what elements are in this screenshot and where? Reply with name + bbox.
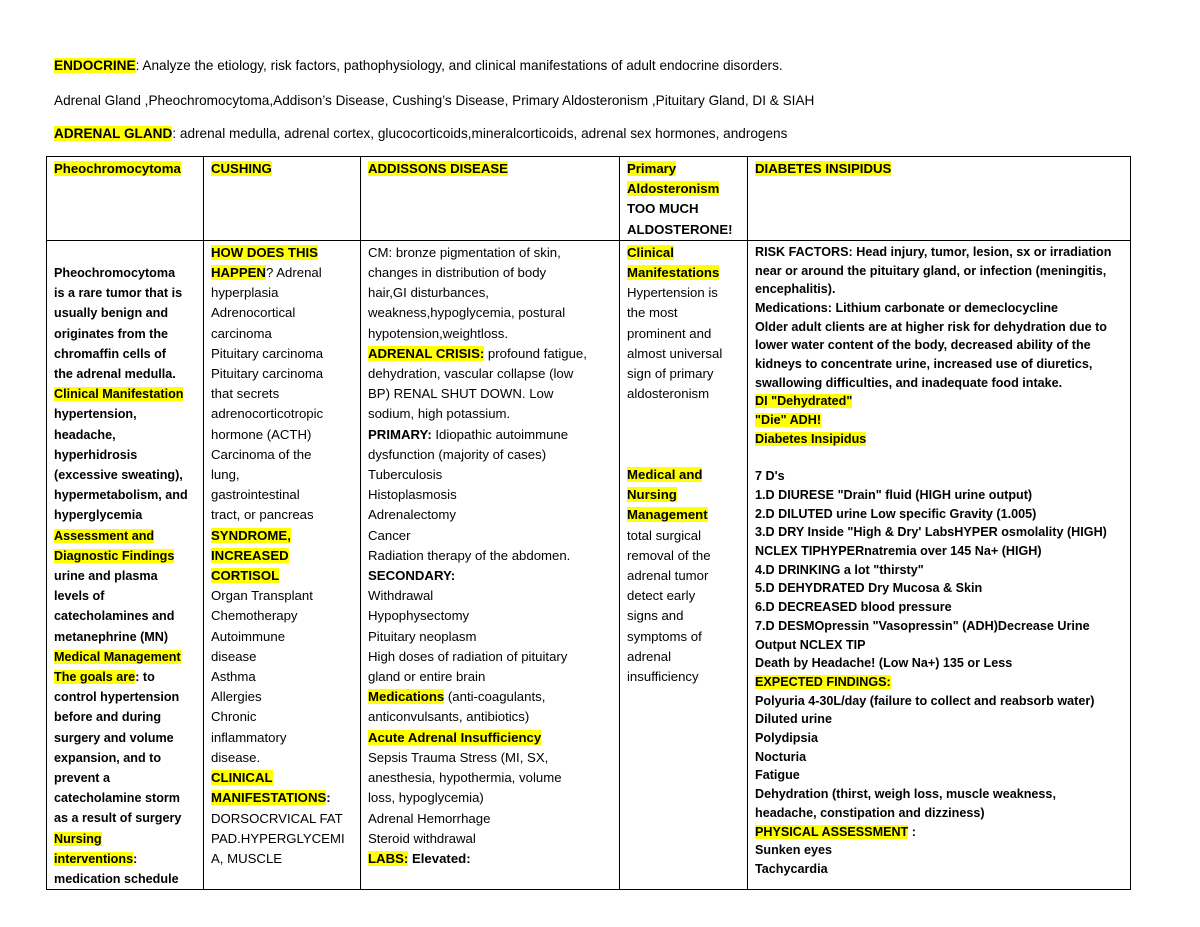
text-line <box>54 849 197 869</box>
text-line: that secrets <box>211 386 280 402</box>
header-cushing <box>204 157 361 241</box>
text-line <box>755 430 1124 449</box>
text-line: changes in distribution of body <box>368 265 547 281</box>
text-line: urine and plasma <box>54 569 158 584</box>
pheochromocytoma-cell <box>47 240 204 889</box>
highlighted-heading: CORTISOL <box>211 568 280 584</box>
text-line: Cancer <box>368 527 411 543</box>
text-line: Pituitary carcinoma <box>211 345 324 361</box>
text-line: Nocturia <box>755 749 807 764</box>
header-line <box>627 159 741 179</box>
highlighted-heading: Diabetes Insipidus <box>755 431 867 446</box>
text-line: levels of <box>54 589 105 604</box>
text-line: lung, <box>211 467 240 483</box>
text-line: hypermetabolism, and <box>54 488 188 503</box>
text-line: Chronic <box>211 709 257 725</box>
header-highlight: DIABETES INSIPIDUS <box>755 161 892 176</box>
highlighted-heading: DI "Dehydrated" <box>755 394 853 409</box>
highlighted-heading: HOW DOES THIS <box>211 244 318 260</box>
text-line: Dehydration (thirst, weigh loss, muscle weakness, <box>755 787 1056 802</box>
text-line: BP) RENAL SHUT DOWN. Low <box>368 386 554 402</box>
highlighted-heading: Medical and <box>627 467 703 482</box>
text-line: control hypertension <box>54 690 180 705</box>
text-line: RISK FACTORS: Head injury, tumor, lesion, sx or irradiation <box>755 244 1112 259</box>
text-line: medication schedule <box>54 872 179 887</box>
highlighted-label: PHYSICAL ASSESSMENT <box>755 824 909 839</box>
text-line: expansion, and to <box>54 750 162 765</box>
text-line: adrenocorticotropic <box>211 406 324 422</box>
highlighted-heading: Diagnostic Findings <box>54 548 175 563</box>
text-line: Polydipsia <box>755 731 818 746</box>
text-line: swallowing difficulties, and inadequate food intake. <box>755 375 1063 390</box>
text-line <box>627 445 741 465</box>
text-line: almost universal <box>627 345 723 361</box>
text-line <box>755 392 1124 411</box>
text-line <box>368 728 613 748</box>
text-line: originates from the <box>54 326 169 341</box>
text-line: carcinoma <box>211 325 272 341</box>
highlighted-heading: Management <box>627 507 708 523</box>
text-line: dehydration, vascular collapse (low <box>368 366 574 382</box>
text-line: adrenal <box>627 648 671 664</box>
text-line: hair,GI disturbances, <box>368 285 489 301</box>
text-line: usually benign and <box>54 306 169 321</box>
text-line: High doses of radiation of pituitary <box>368 648 568 664</box>
text-line: hyperhidrosis <box>54 447 138 462</box>
text-line <box>368 344 613 364</box>
text-line: Histoplasmosis <box>368 487 457 503</box>
text-line <box>755 673 1124 692</box>
text-line: near or around the pituitary gland, or infection (meningitis, <box>755 263 1107 278</box>
text-line: 4.D DRINKING a lot "thirsty" <box>755 562 924 577</box>
highlighted-heading: Nursing <box>54 831 102 846</box>
line-text: : to <box>135 670 155 685</box>
text-line: total surgical <box>627 527 702 543</box>
text-line <box>211 263 354 283</box>
text-line: inflammatory <box>211 729 287 745</box>
text-line: Asthma <box>211 669 256 685</box>
text-line: Medications: Lithium carbonate or demeclocycline <box>755 300 1059 315</box>
text-line: 6.D DECREASED blood pressure <box>755 600 952 615</box>
header-line <box>54 159 197 179</box>
text-line <box>755 823 1124 842</box>
line-text: (anti-coagulants, <box>444 689 546 705</box>
header-line <box>627 179 741 199</box>
text-line: Older adult clients are at higher risk for dehydration due to <box>755 319 1107 334</box>
text-line: hyperglycemia <box>54 508 143 523</box>
highlighted-heading: Clinical <box>627 244 674 260</box>
text-line: Pituitary carcinoma <box>211 366 324 382</box>
text-line <box>627 243 741 263</box>
text-line: the adrenal medulla. <box>54 367 176 382</box>
text-line: DORSOCRVICAL FAT <box>211 810 343 826</box>
header-subtext: TOO MUCH <box>627 201 699 217</box>
text-line: gastrointestinal <box>211 487 300 503</box>
text-line: weakness,hypoglycemia, postural <box>368 305 566 321</box>
adrenal-gland-text: : adrenal medulla, adrenal cortex, glucocorticoids,mineralcorticoids, adrenal sex hormones, androgens <box>172 126 788 141</box>
text-line: loss, hypoglycemia) <box>368 790 484 806</box>
header-line <box>755 159 1124 179</box>
text-line <box>627 263 741 283</box>
text-line: headache, <box>54 427 116 442</box>
highlighted-label: interventions <box>54 851 134 866</box>
text-line: Output NCLEX TIP <box>755 637 866 652</box>
text-line: insufficiency <box>627 669 699 685</box>
text-line <box>627 485 741 505</box>
text-line: (excessive sweating), <box>54 468 183 483</box>
text-line: catecholamine storm <box>54 791 180 806</box>
header-diabetes-insipidus <box>748 157 1131 241</box>
highlighted-label: ADRENAL CRISIS: <box>368 345 485 361</box>
text-line: Organ Transplant <box>211 588 313 604</box>
text-line: hypertension, <box>54 407 137 422</box>
text-line: Steroid withdrawal <box>368 830 476 846</box>
highlighted-heading: CLINICAL <box>211 770 273 786</box>
line-text: : <box>908 824 916 839</box>
text-line: NCLEX TIPHYPERnatremia over 145 Na+ (HIGH) <box>755 544 1042 559</box>
text-line: PAD.HYPERGLYCEMI <box>211 830 345 846</box>
text-line: Sepsis Trauma Stress (MI, SX, <box>368 749 549 765</box>
header-subtext: ALDOSTERONE! <box>627 221 733 237</box>
adrenal-gland-label: ADRENAL GLAND <box>54 126 173 141</box>
text-line: as a result of surgery <box>54 811 182 826</box>
text-line <box>54 384 197 404</box>
endocrine-label: ENDOCRINE <box>54 58 136 73</box>
highlighted-heading: Acute Adrenal Insufficiency <box>368 729 542 745</box>
text-line: Polyuria 4-30L/day (failure to collect and reabsorb water) <box>755 693 1095 708</box>
text-line: Pheochromocytoma <box>54 266 176 280</box>
adrenal-gland-line <box>54 125 787 143</box>
text-line: anticonvulsants, antibiotics) <box>368 709 530 725</box>
cushing-cell <box>204 240 361 889</box>
highlighted-heading: INCREASED <box>211 547 289 563</box>
header-highlight: Aldosteronism <box>627 181 720 197</box>
text-line: removal of the <box>627 547 711 563</box>
highlighted-heading: Clinical Manifestation <box>54 387 184 402</box>
text-line <box>211 526 354 546</box>
text-line: 5.D DEHYDRATED Dry Mucosa & Skin <box>755 581 983 596</box>
text-line <box>627 425 741 445</box>
text-line: Adrenocortical <box>211 305 296 321</box>
highlighted-heading: Nursing <box>627 487 677 503</box>
text-line: Hypophysectomy <box>368 608 470 624</box>
text-line <box>627 404 741 424</box>
text-line: Chemotherapy <box>211 608 298 624</box>
text-line: Radiation therapy of the abdomen. <box>368 547 571 563</box>
body-row <box>47 240 1131 889</box>
text-line: lower water content of the body, decreased ability of the <box>755 338 1091 353</box>
text-line: Carcinoma of the <box>211 446 312 462</box>
text-line: sodium, high potassium. <box>368 406 511 422</box>
text-line: Adrenalectomy <box>368 507 456 523</box>
objective-text: : Analyze the etiology, risk factors, pathophysiology, and clinical manifestations of adult endocrine disorders. <box>135 58 783 73</box>
text-line: 7 D's <box>755 469 785 484</box>
text-line: aldosteronism <box>627 386 710 402</box>
text-line: Withdrawal <box>368 588 434 604</box>
text-line: hyperplasia <box>211 285 279 301</box>
text-line: hormone (ACTH) <box>211 426 312 442</box>
text-line: 2.D DILUTED urine Low specific Gravity (1.005) <box>755 506 1037 521</box>
text-line: Allergies <box>211 689 262 705</box>
header-line <box>627 199 741 219</box>
header-line <box>627 220 741 240</box>
text-line: symptoms of <box>627 628 702 644</box>
text-line <box>368 849 613 869</box>
text-line <box>211 768 354 788</box>
disorders-table <box>46 156 1131 890</box>
header-highlight: CUSHING <box>211 161 272 176</box>
objective-line <box>54 57 783 75</box>
text-line: Adrenal Hemorrhage <box>368 810 491 826</box>
text-line: prominent and <box>627 325 712 341</box>
text-line: dysfunction (majority of cases) <box>368 446 547 462</box>
header-primary-aldosteronism <box>620 157 748 241</box>
text-line: CM: bronze pigmentation of skin, <box>368 244 561 260</box>
text-line: signs and <box>627 608 684 624</box>
text-line <box>211 566 354 586</box>
text-line <box>755 449 1124 468</box>
text-line: tract, or pancreas <box>211 507 314 523</box>
text-line: anesthesia, hypothermia, volume <box>368 770 562 786</box>
highlighted-heading: Assessment and <box>54 528 155 543</box>
header-highlight: ADDISSONS DISEASE <box>368 161 508 176</box>
text-line <box>54 546 197 566</box>
line-text: : <box>326 790 331 806</box>
highlighted-label: MANIFESTATIONS <box>211 790 327 806</box>
bold-label: PRIMARY: <box>368 426 432 442</box>
text-line <box>368 425 613 445</box>
line-text: profound fatigue, <box>484 345 587 361</box>
line-text: Elevated: <box>408 850 471 866</box>
text-line <box>54 829 197 849</box>
text-line <box>54 243 197 263</box>
text-line: the most <box>627 305 678 321</box>
text-line <box>755 411 1124 430</box>
text-line <box>627 465 741 485</box>
text-line: chromaffin cells of <box>54 346 166 361</box>
text-line: 3.D DRY Inside "High & Dry' LabsHYPER osmolality (HIGH) <box>755 525 1107 540</box>
header-pheochromocytoma <box>47 157 204 241</box>
text-line: prevent a <box>54 771 110 786</box>
text-line: 1.D DIURESE "Drain" fluid (HIGH urine output) <box>755 487 1033 502</box>
line-text: ? Adrenal <box>265 265 322 281</box>
line-text: : <box>133 851 138 866</box>
text-line: disease <box>211 648 257 664</box>
text-line: 7.D DESMOpressin "Vasopressin" (ADH)Decrease Urine <box>755 618 1090 633</box>
highlighted-heading: Medical Management <box>54 649 181 664</box>
header-line <box>368 159 613 179</box>
highlighted-heading: "Die" ADH! <box>755 413 822 428</box>
text-line: Fatigue <box>755 768 800 783</box>
text-line <box>54 667 197 687</box>
header-line <box>211 159 354 179</box>
text-line: Hypertension is <box>627 285 718 301</box>
text-line: disease. <box>211 749 261 765</box>
text-line: detect early <box>627 588 696 604</box>
text-line: Pituitary neoplasm <box>368 628 477 644</box>
text-line <box>368 687 613 707</box>
header-row <box>47 157 1131 241</box>
highlighted-heading: Manifestations <box>627 265 720 281</box>
aldosteronism-cell <box>620 240 748 889</box>
highlighted-label: The goals are <box>54 670 136 685</box>
text-line: headache, constipation and dizziness) <box>755 805 985 820</box>
text-line: Tuberculosis <box>368 467 443 483</box>
topics-line: Adrenal Gland ,Pheochromocytoma,Addison’s Disease, Cushing’s Disease, Primary Aldosteronism ,Pituitary Gland, DI & SIAH <box>54 93 815 108</box>
text-line: hypotension,weightloss. <box>368 325 509 341</box>
text-line: A, MUSCLE <box>211 850 283 866</box>
text-line: catecholamines and <box>54 609 175 624</box>
text-line: SECONDARY: <box>368 568 456 584</box>
addisons-cell <box>361 240 620 889</box>
line-text: Idiopathic autoimmune <box>431 426 569 442</box>
text-line <box>627 505 741 525</box>
diabetes-insipidus-cell <box>748 240 1131 889</box>
text-line: adrenal tumor <box>627 568 709 584</box>
text-line: Sunken eyes <box>755 843 833 858</box>
text-line <box>211 546 354 566</box>
text-line <box>211 788 354 808</box>
highlighted-heading: EXPECTED FINDINGS: <box>755 674 891 689</box>
text-line <box>54 647 197 667</box>
text-line: surgery and volume <box>54 730 174 745</box>
highlighted-heading: SYNDROME, <box>211 527 291 543</box>
text-line: sign of primary <box>627 366 714 382</box>
highlighted-label: Medications <box>368 689 445 705</box>
text-line: Diluted urine <box>755 712 832 727</box>
text-line: kidneys to concentrate urine, increased use of diuretics, <box>755 357 1093 372</box>
highlighted-label: HAPPEN <box>211 265 266 281</box>
text-line: Autoimmune <box>211 628 286 644</box>
text-line: Tachycardia <box>755 862 828 876</box>
text-line: is a rare tumor that is <box>54 286 183 301</box>
text-line <box>54 526 197 546</box>
highlighted-label: LABS: <box>368 850 409 866</box>
text-line <box>211 243 354 263</box>
text-line: gland or entire brain <box>368 669 486 685</box>
header-highlight: Primary <box>627 161 677 176</box>
header-addisons-disease <box>361 157 620 241</box>
header-highlight: Pheochromocytoma <box>54 161 181 176</box>
text-line: metanephrine (MN) <box>54 629 169 644</box>
text-line: Death by Headache! (Low Na+) 135 or Less <box>755 656 1013 671</box>
text-line: encephalitis). <box>755 282 836 297</box>
text-line: before and during <box>54 710 162 725</box>
